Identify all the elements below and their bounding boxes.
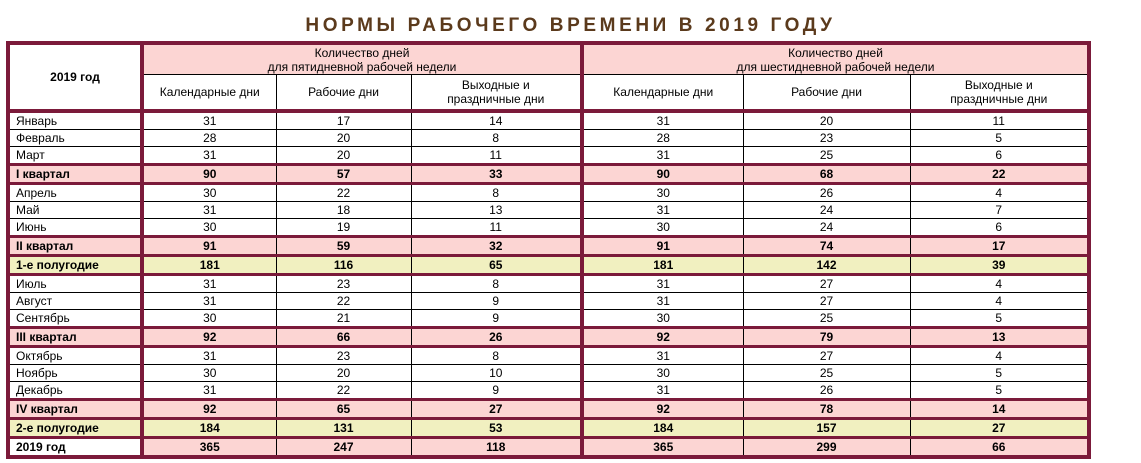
col-holidays-five-label: Выходные и праздничные дни <box>447 78 545 106</box>
row-name-cell: Январь <box>8 111 142 130</box>
table-row <box>8 293 1089 310</box>
group-six-day-label: Количество дней для шестидневной рабочей недели <box>736 45 935 74</box>
value-cell: 31 <box>142 347 276 365</box>
value-cell: 31 <box>582 293 743 310</box>
value-cell: 8 <box>411 184 582 202</box>
value-cell: 299 <box>743 438 910 458</box>
value-cell: 4 <box>910 347 1089 365</box>
value-cell: 116 <box>276 256 411 275</box>
col-calendar-six: Календарные дни <box>582 75 743 112</box>
year-header: 2019 год <box>8 43 142 111</box>
value-cell: 92 <box>142 328 276 347</box>
row-name-cell: 1-е полугодие <box>8 256 142 275</box>
col-working-six: Рабочие дни <box>743 75 910 112</box>
table-row <box>8 347 1089 365</box>
row-name-cell: Август <box>8 293 142 310</box>
value-cell: 30 <box>142 184 276 202</box>
table-row <box>8 219 1089 237</box>
value-cell: 68 <box>743 165 910 184</box>
value-cell: 31 <box>582 382 743 400</box>
value-cell: 19 <box>276 219 411 237</box>
value-cell: 8 <box>411 275 582 293</box>
value-cell: 27 <box>910 419 1089 438</box>
value-cell: 78 <box>743 400 910 419</box>
value-cell: 31 <box>142 202 276 219</box>
table-row <box>8 130 1089 147</box>
value-cell: 90 <box>582 165 743 184</box>
work-time-table <box>6 41 1091 459</box>
year-row <box>8 438 1089 458</box>
group-five-day-label: Количество дней для пятидневной рабочей недели <box>267 45 457 74</box>
table-row <box>8 111 1089 130</box>
row-name-cell: Апрель <box>8 184 142 202</box>
value-cell: 4 <box>910 293 1089 310</box>
value-cell: 30 <box>142 365 276 382</box>
value-cell: 13 <box>910 328 1089 347</box>
value-cell: 92 <box>582 328 743 347</box>
table-row <box>8 275 1089 293</box>
value-cell: 30 <box>582 365 743 382</box>
value-cell: 6 <box>910 147 1089 165</box>
quarter-row <box>8 328 1089 347</box>
value-cell: 31 <box>142 147 276 165</box>
value-cell: 66 <box>276 328 411 347</box>
value-cell: 27 <box>743 347 910 365</box>
value-cell: 247 <box>276 438 411 458</box>
col-holidays-six-label: Выходные и праздничные дни <box>950 78 1048 106</box>
value-cell: 9 <box>411 310 582 328</box>
value-cell: 9 <box>411 382 582 400</box>
value-cell: 6 <box>910 219 1089 237</box>
value-cell: 65 <box>276 400 411 419</box>
value-cell: 5 <box>910 130 1089 147</box>
half-row <box>8 256 1089 275</box>
value-cell: 4 <box>910 184 1089 202</box>
value-cell: 92 <box>582 400 743 419</box>
value-cell: 74 <box>743 237 910 256</box>
value-cell: 31 <box>582 347 743 365</box>
value-cell: 13 <box>411 202 582 219</box>
row-name-cell: II квартал <box>8 237 142 256</box>
value-cell: 27 <box>411 400 582 419</box>
value-cell: 14 <box>910 400 1089 419</box>
table-row <box>8 365 1089 382</box>
value-cell: 30 <box>582 310 743 328</box>
value-cell: 11 <box>411 219 582 237</box>
value-cell: 142 <box>743 256 910 275</box>
col-holidays-six <box>910 75 1089 112</box>
row-name-cell: Ноябрь <box>8 365 142 382</box>
page-title: НОРМЫ РАБОЧЕГО ВРЕМЕНИ В 2019 ГОДУ <box>305 15 836 36</box>
value-cell: 22 <box>276 382 411 400</box>
value-cell: 4 <box>910 275 1089 293</box>
value-cell: 24 <box>743 219 910 237</box>
value-cell: 11 <box>910 111 1089 130</box>
value-cell: 53 <box>411 419 582 438</box>
value-cell: 92 <box>142 400 276 419</box>
value-cell: 22 <box>276 293 411 310</box>
value-cell: 181 <box>142 256 276 275</box>
value-cell: 11 <box>411 147 582 165</box>
group-five-day-header <box>142 43 582 75</box>
value-cell: 26 <box>743 382 910 400</box>
value-cell: 31 <box>582 275 743 293</box>
value-cell: 23 <box>276 347 411 365</box>
value-cell: 31 <box>142 275 276 293</box>
col-working-five: Рабочие дни <box>276 75 411 112</box>
value-cell: 20 <box>743 111 910 130</box>
value-cell: 30 <box>582 184 743 202</box>
row-name-cell: 2-е полугодие <box>8 419 142 438</box>
col-calendar-five: Календарные дни <box>142 75 276 112</box>
value-cell: 30 <box>142 310 276 328</box>
value-cell: 28 <box>582 130 743 147</box>
value-cell: 8 <box>411 347 582 365</box>
value-cell: 32 <box>411 237 582 256</box>
half-row <box>8 419 1089 438</box>
value-cell: 365 <box>142 438 276 458</box>
value-cell: 365 <box>582 438 743 458</box>
value-cell: 5 <box>910 310 1089 328</box>
value-cell: 26 <box>743 184 910 202</box>
value-cell: 18 <box>276 202 411 219</box>
row-name-cell: 2019 год <box>8 438 142 458</box>
value-cell: 39 <box>910 256 1089 275</box>
table-row <box>8 184 1089 202</box>
value-cell: 30 <box>582 219 743 237</box>
value-cell: 20 <box>276 365 411 382</box>
value-cell: 22 <box>276 184 411 202</box>
value-cell: 26 <box>411 328 582 347</box>
row-name-cell: Июль <box>8 275 142 293</box>
value-cell: 184 <box>582 419 743 438</box>
value-cell: 91 <box>142 237 276 256</box>
value-cell: 33 <box>411 165 582 184</box>
row-name-cell: Октябрь <box>8 347 142 365</box>
value-cell: 20 <box>276 147 411 165</box>
row-name-cell: Декабрь <box>8 382 142 400</box>
work-time-table-container <box>6 41 1087 459</box>
value-cell: 31 <box>142 293 276 310</box>
value-cell: 24 <box>743 202 910 219</box>
table-row <box>8 382 1089 400</box>
value-cell: 5 <box>910 382 1089 400</box>
group-six-day-header <box>582 43 1089 75</box>
row-name-cell: Май <box>8 202 142 219</box>
quarter-row <box>8 237 1089 256</box>
value-cell: 31 <box>142 382 276 400</box>
quarter-row <box>8 400 1089 419</box>
quarter-row <box>8 165 1089 184</box>
value-cell: 27 <box>743 293 910 310</box>
value-cell: 57 <box>276 165 411 184</box>
value-cell: 59 <box>276 237 411 256</box>
table-row <box>8 202 1089 219</box>
value-cell: 23 <box>276 275 411 293</box>
value-cell: 79 <box>743 328 910 347</box>
value-cell: 131 <box>276 419 411 438</box>
value-cell: 22 <box>910 165 1089 184</box>
value-cell: 31 <box>582 147 743 165</box>
row-name-cell: Июнь <box>8 219 142 237</box>
value-cell: 157 <box>743 419 910 438</box>
value-cell: 25 <box>743 365 910 382</box>
value-cell: 23 <box>743 130 910 147</box>
value-cell: 28 <box>142 130 276 147</box>
value-cell: 5 <box>910 365 1089 382</box>
value-cell: 31 <box>142 111 276 130</box>
value-cell: 91 <box>582 237 743 256</box>
value-cell: 181 <box>582 256 743 275</box>
value-cell: 21 <box>276 310 411 328</box>
value-cell: 25 <box>743 310 910 328</box>
value-cell: 65 <box>411 256 582 275</box>
value-cell: 7 <box>910 202 1089 219</box>
value-cell: 8 <box>411 130 582 147</box>
value-cell: 17 <box>276 111 411 130</box>
value-cell: 118 <box>411 438 582 458</box>
row-name-cell: IV квартал <box>8 400 142 419</box>
value-cell: 31 <box>582 111 743 130</box>
row-name-cell: III квартал <box>8 328 142 347</box>
value-cell: 9 <box>411 293 582 310</box>
value-cell: 20 <box>276 130 411 147</box>
value-cell: 10 <box>411 365 582 382</box>
value-cell: 90 <box>142 165 276 184</box>
row-name-cell: Март <box>8 147 142 165</box>
row-name-cell: I квартал <box>8 165 142 184</box>
value-cell: 27 <box>743 275 910 293</box>
value-cell: 30 <box>142 219 276 237</box>
col-holidays-five <box>411 75 582 112</box>
value-cell: 17 <box>910 237 1089 256</box>
table-row <box>8 310 1089 328</box>
value-cell: 31 <box>582 202 743 219</box>
value-cell: 14 <box>411 111 582 130</box>
row-name-cell: Февраль <box>8 130 142 147</box>
value-cell: 184 <box>142 419 276 438</box>
value-cell: 25 <box>743 147 910 165</box>
value-cell: 66 <box>910 438 1089 458</box>
table-row <box>8 147 1089 165</box>
row-name-cell: Сентябрь <box>8 310 142 328</box>
